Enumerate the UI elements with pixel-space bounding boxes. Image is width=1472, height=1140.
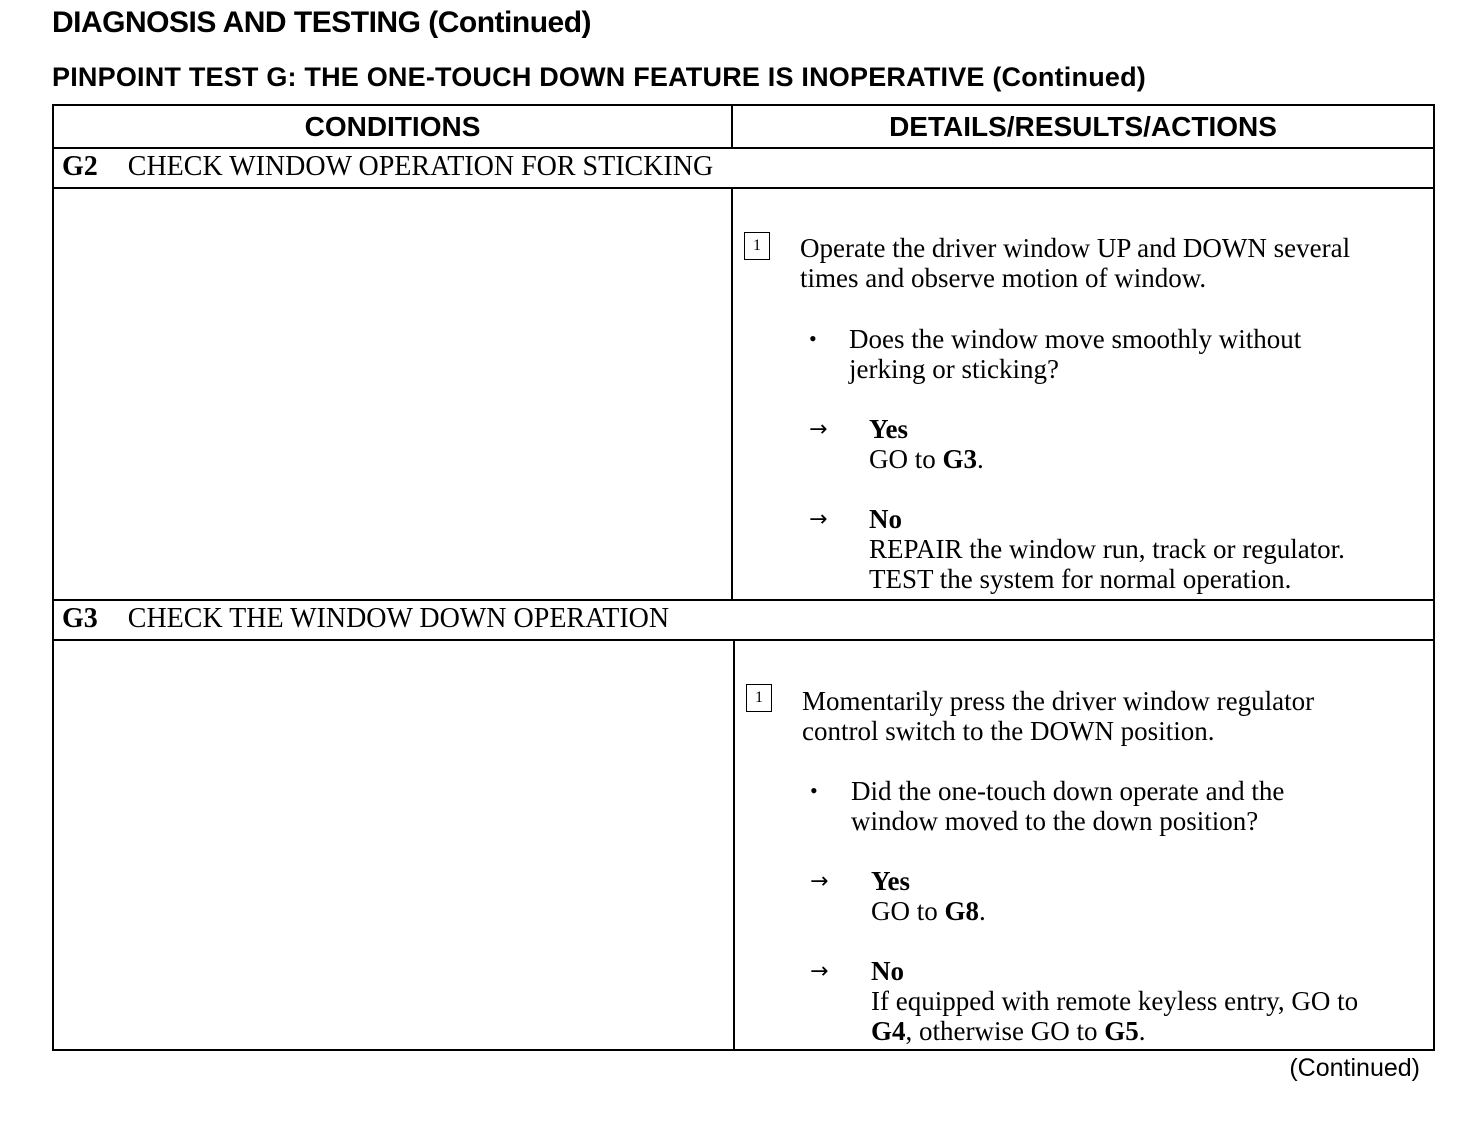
step-id: G3 bbox=[62, 603, 98, 634]
pinpoint-test-table bbox=[52, 104, 1435, 1051]
step-number-box: 1 bbox=[746, 684, 772, 712]
arrow-right-icon: → bbox=[810, 959, 829, 984]
no-label: No bbox=[871, 956, 904, 986]
continued-note: (Continued) bbox=[1289, 1054, 1420, 1082]
text-span: . bbox=[979, 896, 986, 926]
question-text bbox=[851, 776, 1284, 836]
step-title-text: CHECK WINDOW OPERATION FOR STICKING bbox=[127, 151, 714, 182]
divider bbox=[54, 639, 1433, 641]
arrow-right-icon: → bbox=[810, 869, 829, 894]
page-title: DIAGNOSIS AND TESTING (Continued) bbox=[52, 6, 592, 39]
divider bbox=[731, 187, 733, 599]
text-line: Momentarily press the driver window regulator bbox=[802, 686, 1315, 716]
text-line: Does the window move smoothly without bbox=[849, 324, 1302, 354]
text-line: jerking or sticking? bbox=[849, 354, 1059, 384]
yes-result bbox=[871, 866, 986, 926]
step-number-box: 1 bbox=[744, 232, 770, 260]
text-line: window moved to the down position? bbox=[851, 806, 1259, 836]
text-span: GO to bbox=[869, 444, 943, 474]
text-line: Operate the driver window UP and DOWN several bbox=[800, 233, 1351, 263]
goto-target: G4 bbox=[871, 1016, 906, 1046]
yes-label: Yes bbox=[871, 866, 910, 896]
bullet-icon: • bbox=[809, 326, 817, 351]
instruction-text bbox=[800, 233, 1350, 293]
divider bbox=[54, 187, 1433, 189]
no-result bbox=[869, 504, 1345, 594]
text-span: , otherwise GO to bbox=[905, 1016, 1105, 1046]
bullet-icon: • bbox=[810, 778, 818, 803]
instruction-text bbox=[802, 686, 1314, 746]
test-title: PINPOINT TEST G: THE ONE-TOUCH DOWN FEATURE IS INOPERATIVE (Continued) bbox=[52, 62, 1146, 92]
yes-action bbox=[869, 444, 984, 474]
divider bbox=[54, 599, 1433, 601]
text-line: Did the one-touch down operate and the bbox=[851, 776, 1285, 806]
arrow-right-icon: → bbox=[809, 417, 828, 442]
text-line: If equipped with remote keyless entry, GO to bbox=[871, 986, 1359, 1016]
text-line: control switch to the DOWN position. bbox=[802, 716, 1215, 746]
no-result bbox=[871, 956, 1358, 1046]
yes-label: Yes bbox=[869, 414, 908, 444]
divider bbox=[54, 147, 1433, 149]
question-text bbox=[849, 324, 1301, 384]
step-id: G2 bbox=[62, 151, 98, 182]
divider bbox=[731, 106, 733, 147]
goto-target: G8 bbox=[944, 896, 980, 926]
text-span: . bbox=[1138, 1016, 1146, 1046]
step-title-g3 bbox=[62, 603, 669, 635]
goto-target: G5 bbox=[1104, 1016, 1139, 1046]
text-line: TEST the system for normal operation. bbox=[869, 564, 1292, 594]
yes-action bbox=[871, 896, 986, 926]
goto-target: G3 bbox=[942, 444, 978, 474]
details-header: DETAILS/RESULTS/ACTIONS bbox=[889, 111, 1277, 142]
text-line: REPAIR the window run, track or regulator. bbox=[869, 534, 1345, 564]
conditions-header: CONDITIONS bbox=[304, 111, 481, 142]
text-span: GO to bbox=[871, 896, 945, 926]
text-span: . bbox=[977, 444, 984, 474]
yes-result bbox=[869, 414, 984, 474]
no-label: No bbox=[869, 504, 902, 534]
text-line: times and observe motion of window. bbox=[800, 263, 1207, 293]
step-title-g2 bbox=[62, 151, 713, 183]
divider bbox=[733, 639, 735, 1051]
step-title-text: CHECK THE WINDOW DOWN OPERATION bbox=[127, 603, 670, 634]
arrow-right-icon: → bbox=[809, 507, 828, 532]
text-line bbox=[871, 1016, 1358, 1046]
